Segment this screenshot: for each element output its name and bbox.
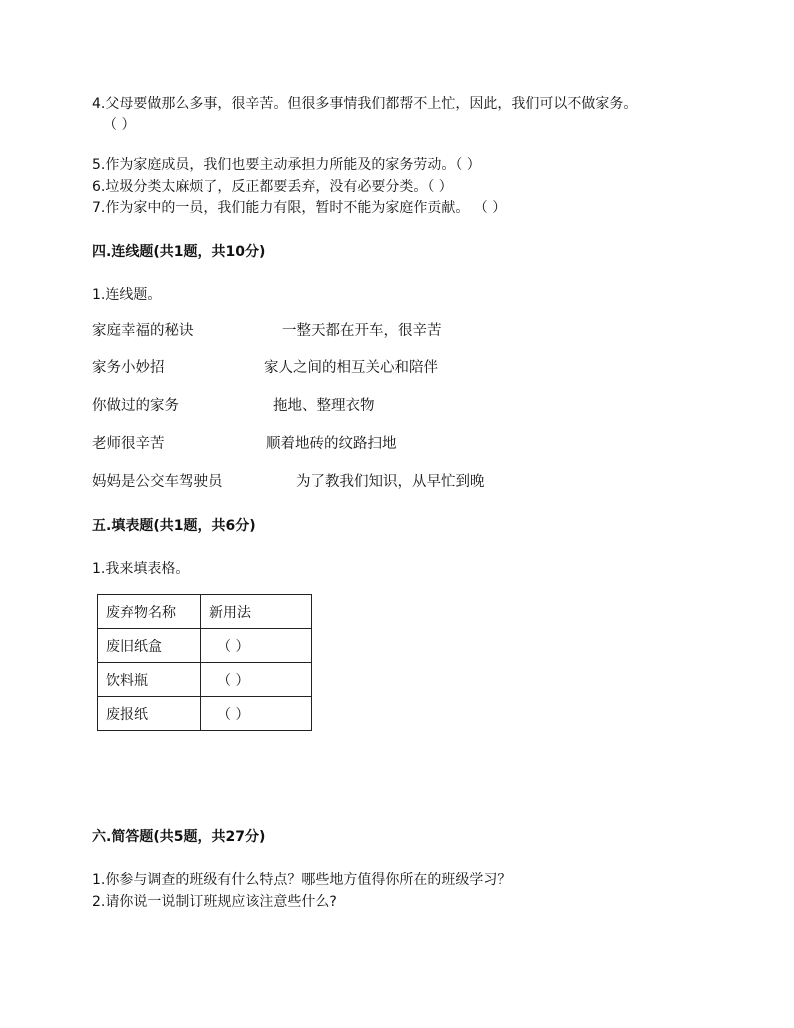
matching-left-item: 老师很辛苦 — [92, 436, 165, 452]
table-cell: 废旧纸盒 — [98, 629, 201, 663]
matching-right-item: 拖地、整理衣物 — [273, 398, 375, 414]
table-row — [98, 663, 312, 697]
judgment-item-4-blank: （ ） — [103, 117, 136, 133]
section-heading-short-answer: 六.简答题(共5题，共27分) — [92, 829, 266, 845]
section-heading-matching: 四.连线题(共1题，共10分) — [92, 244, 266, 260]
answer-blank[interactable]: （ ） — [201, 629, 312, 663]
table-row — [98, 629, 312, 663]
judgment-item-6: 6.垃圾分类太麻烦了，反正都要丢弃，没有必要分类。（ ） — [92, 179, 453, 195]
matching-right-item: 顺着地砖的纹路扫地 — [266, 436, 397, 452]
matching-right-item: 家人之间的相互关心和陪伴 — [264, 360, 438, 376]
judgment-item-5: 5.作为家庭成员，我们也要主动承担力所能及的家务劳动。（ ） — [92, 157, 481, 173]
table-header-cell: 新用法 — [201, 595, 312, 629]
judgment-item-4: 4.父母要做那么多事，很辛苦。但很多事情我们都帮不上忙，因此，我们可以不做家务。 — [92, 96, 638, 112]
answer-blank[interactable]: （ ） — [201, 697, 312, 731]
table-cell: 饮料瓶 — [98, 663, 201, 697]
table-question: 1.我来填表格。 — [92, 561, 190, 577]
matching-right-item: 一整天都在开车，很辛苦 — [282, 323, 442, 339]
table-cell: 废报纸 — [98, 697, 201, 731]
table-row — [98, 697, 312, 731]
short-answer-question: 2.请你说一说制订班规应该注意些什么? — [92, 894, 337, 910]
matching-left-item: 家庭幸福的秘诀 — [92, 323, 194, 339]
table-header-cell: 废弃物名称 — [98, 595, 201, 629]
recycle-table — [97, 594, 312, 731]
answer-blank[interactable]: （ ） — [201, 663, 312, 697]
matching-left-item: 你做过的家务 — [92, 398, 179, 414]
matching-left-item: 家务小妙招 — [92, 360, 165, 376]
matching-left-item: 妈妈是公交车驾驶员 — [92, 474, 223, 490]
short-answer-question: 1.你参与调查的班级有什么特点？哪些地方值得你所在的班级学习？ — [92, 872, 512, 888]
matching-right-item: 为了教我们知识，从早忙到晚 — [296, 474, 485, 490]
section-heading-table: 五.填表题(共1题，共6分) — [92, 518, 256, 534]
judgment-item-7: 7.作为家中的一员，我们能力有限，暂时不能为家庭作贡献。 （ ） — [92, 200, 507, 216]
table-header-row — [98, 595, 312, 629]
matching-question: 1.连线题。 — [92, 287, 162, 303]
